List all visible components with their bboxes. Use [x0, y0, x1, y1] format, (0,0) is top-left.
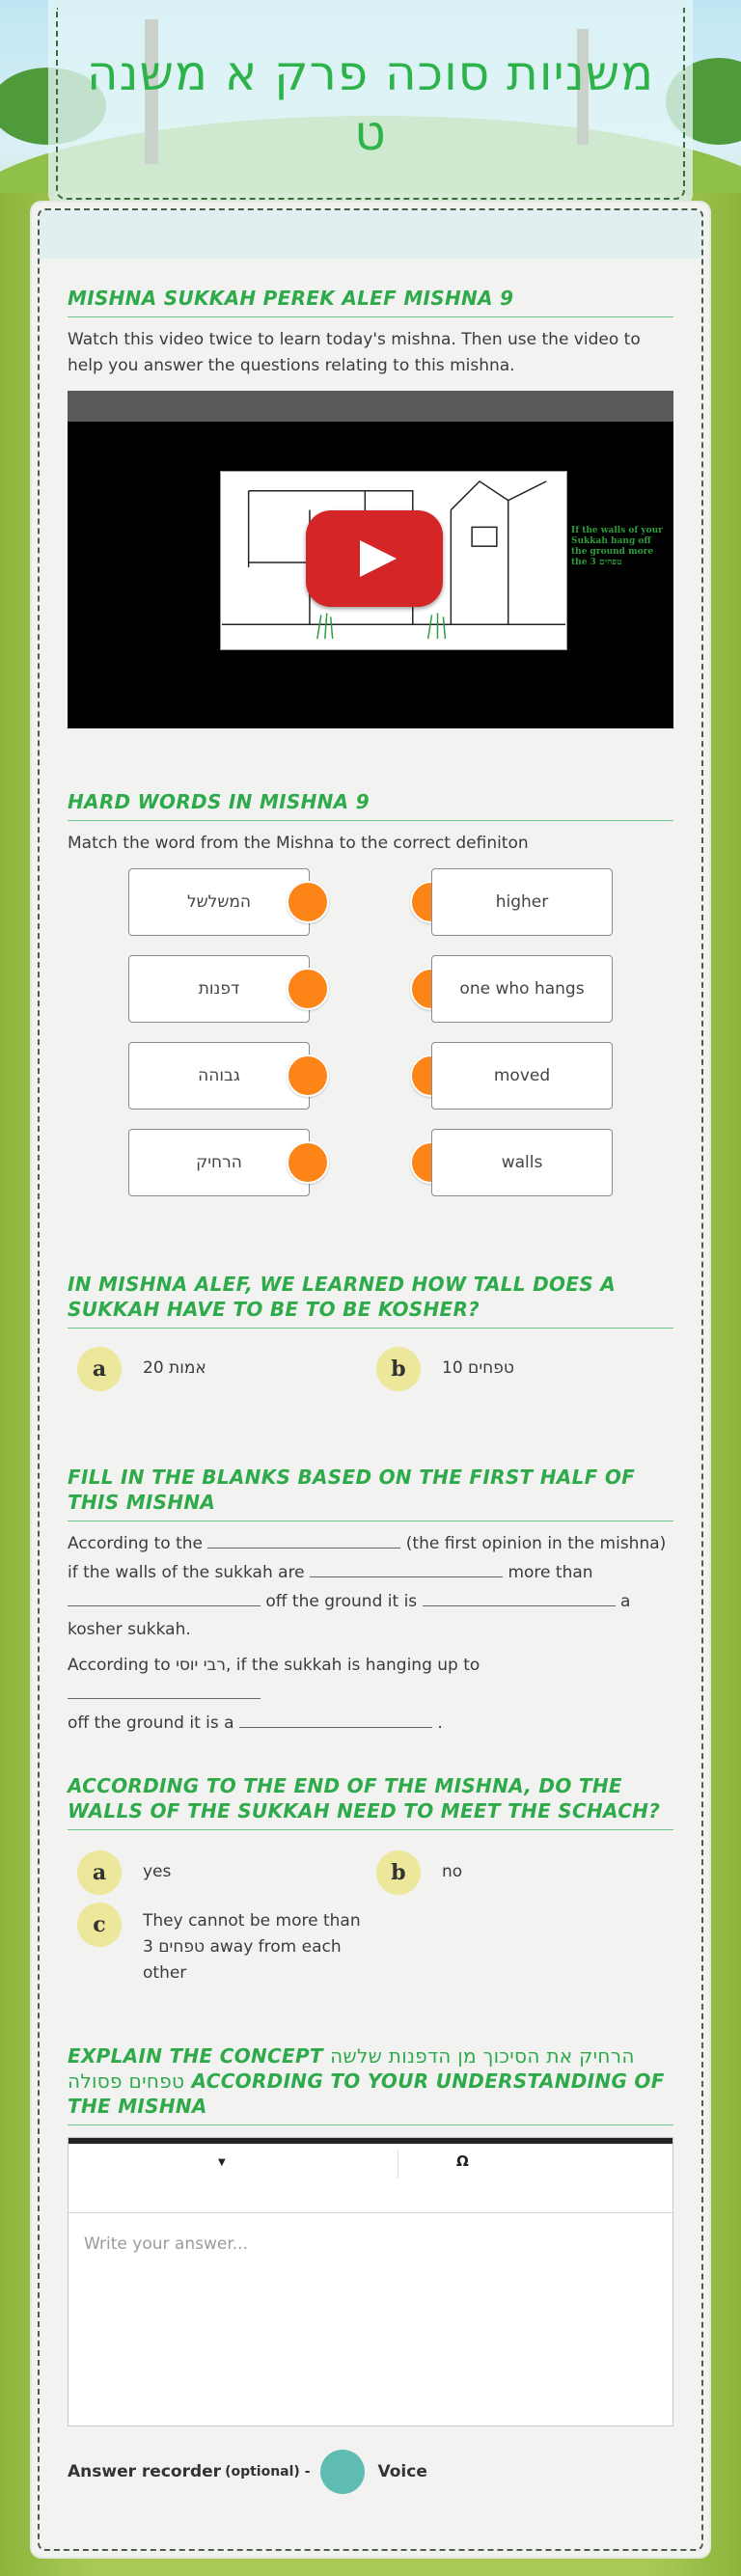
match-connector-dot[interactable] — [287, 881, 329, 923]
blank-input[interactable] — [68, 1587, 261, 1606]
blank-input[interactable] — [310, 1558, 503, 1577]
question-1-title: IN MISHNA ALEF, WE LEARNED HOW TALL DOES A SUKKAH HAVE TO BE TO BE KOSHER? — [68, 1272, 673, 1329]
fill-text: kosher sukkah. — [68, 1620, 191, 1639]
fill-text: . — [437, 1713, 443, 1733]
video-section — [68, 286, 673, 728]
blank-input[interactable] — [423, 1587, 616, 1606]
video-side-note: If the walls of your Sukkah hang off the ground more the 3 טפחים — [571, 526, 663, 567]
choice-text: no — [442, 1862, 463, 1881]
match-row — [68, 1129, 673, 1196]
youtube-play-icon[interactable] — [306, 510, 443, 607]
recorder-label: Answer recorder — [68, 2462, 222, 2481]
match-term[interactable]: המשלשל — [128, 868, 310, 936]
match-term[interactable]: גבוהה — [128, 1042, 310, 1110]
voice-label: Voice — [377, 2462, 427, 2481]
match-instructions: Match the word from the Mishna to the correct definiton — [68, 834, 529, 853]
answer-editor[interactable] — [68, 2137, 673, 2426]
choice-a[interactable] — [77, 1347, 206, 1391]
fill-text: According to the — [68, 1534, 203, 1553]
fill-text: (the first opinion in the mishna) — [405, 1534, 667, 1553]
match-term[interactable]: הרחיק — [128, 1129, 310, 1196]
answer-recorder — [68, 2450, 427, 2494]
youtube-video[interactable] — [68, 391, 673, 728]
video-instructions: Watch this video twice to learn today's mishna. Then use the video to help you answer the questions relating to this mishna. — [68, 330, 641, 375]
match-section — [68, 789, 673, 857]
match-row — [68, 1042, 673, 1110]
match-definition[interactable]: higher — [431, 868, 613, 936]
fill-blanks-section — [68, 1465, 673, 1738]
voice-record-button[interactable] — [320, 2450, 365, 2494]
explain-title: EXPLAIN THE CONCEPT הרחיק את הסיכוך מן הדפנות שלשה טפחים פסולה ACCORDING TO YOUR UNDERSTANDING OF THE MISHNA — [68, 2043, 673, 2125]
choice-text: 10 טפחים — [442, 1358, 514, 1378]
match-definition[interactable]: moved — [431, 1042, 613, 1110]
match-connector-dot[interactable] — [287, 968, 329, 1010]
video-top-bar — [68, 391, 673, 422]
choice-a[interactable] — [77, 1850, 171, 1895]
card-top-band — [40, 210, 701, 259]
choice-c[interactable] — [77, 1903, 374, 1987]
fill-text: more than — [508, 1563, 593, 1582]
blank-input[interactable] — [207, 1529, 400, 1548]
editor-toolbar — [69, 2138, 672, 2213]
blank-input[interactable] — [68, 1680, 261, 1699]
fill-text: According to רבי יוסי, if the sukkah is hanging up to — [68, 1656, 480, 1675]
title-card — [48, 0, 693, 207]
fill-text: a — [619, 1592, 631, 1611]
video-section-title: MISHNA SUKKAH PEREK ALEF MISHNA 9 — [68, 286, 673, 317]
fill-text: if the walls of the sukkah are — [68, 1563, 305, 1582]
match-row — [68, 955, 673, 1023]
fill-text: off the ground it is — [265, 1592, 418, 1611]
choice-b[interactable] — [376, 1347, 514, 1391]
match-section-title: HARD WORDS IN MISHNA 9 — [68, 789, 673, 821]
choice-letter-badge: b — [376, 1347, 421, 1391]
question-1 — [68, 1272, 673, 1329]
match-connector-dot[interactable] — [287, 1055, 329, 1097]
match-row — [68, 868, 673, 936]
special-character-icon[interactable]: Ω — [456, 2152, 469, 2170]
choice-letter-badge: b — [376, 1850, 421, 1895]
choice-b[interactable] — [376, 1850, 462, 1895]
choice-letter-badge: c — [77, 1903, 122, 1947]
choice-letter-badge: a — [77, 1347, 122, 1391]
blank-input[interactable] — [239, 1709, 432, 1728]
answer-placeholder[interactable]: Write your answer... — [84, 2234, 248, 2254]
choice-text: 20 אמות — [143, 1358, 206, 1378]
choice-text: They cannot be more than 3 טפחים away from each other — [143, 1911, 361, 1983]
page-title: משניות סוכה פרק א משנה ט — [86, 44, 655, 161]
explain-section — [68, 2043, 673, 2426]
choice-letter-badge: a — [77, 1850, 122, 1895]
fill-text: off the ground it is a — [68, 1713, 234, 1733]
question-2-title: ACCORDING TO THE END OF THE MISHNA, DO THE WALLS OF THE SUKKAH NEED TO MEET THE SCHACH? — [68, 1773, 673, 1830]
chevron-down-icon[interactable]: ▼ — [218, 2157, 226, 2168]
match-connector-dot[interactable] — [287, 1141, 329, 1184]
choice-text: yes — [143, 1862, 172, 1881]
recorder-optional: (optional) - — [225, 2464, 311, 2480]
match-grid — [68, 868, 673, 1196]
match-term[interactable]: דפנות — [128, 955, 310, 1023]
fill-blanks-text — [68, 1529, 673, 1738]
question-2 — [68, 1773, 673, 1830]
match-definition[interactable]: walls — [431, 1129, 613, 1196]
fill-blanks-title: FILL IN THE BLANKS BASED ON THE FIRST HALF OF THIS MISHNA — [68, 1465, 673, 1521]
match-definition[interactable]: one who hangs — [431, 955, 613, 1023]
